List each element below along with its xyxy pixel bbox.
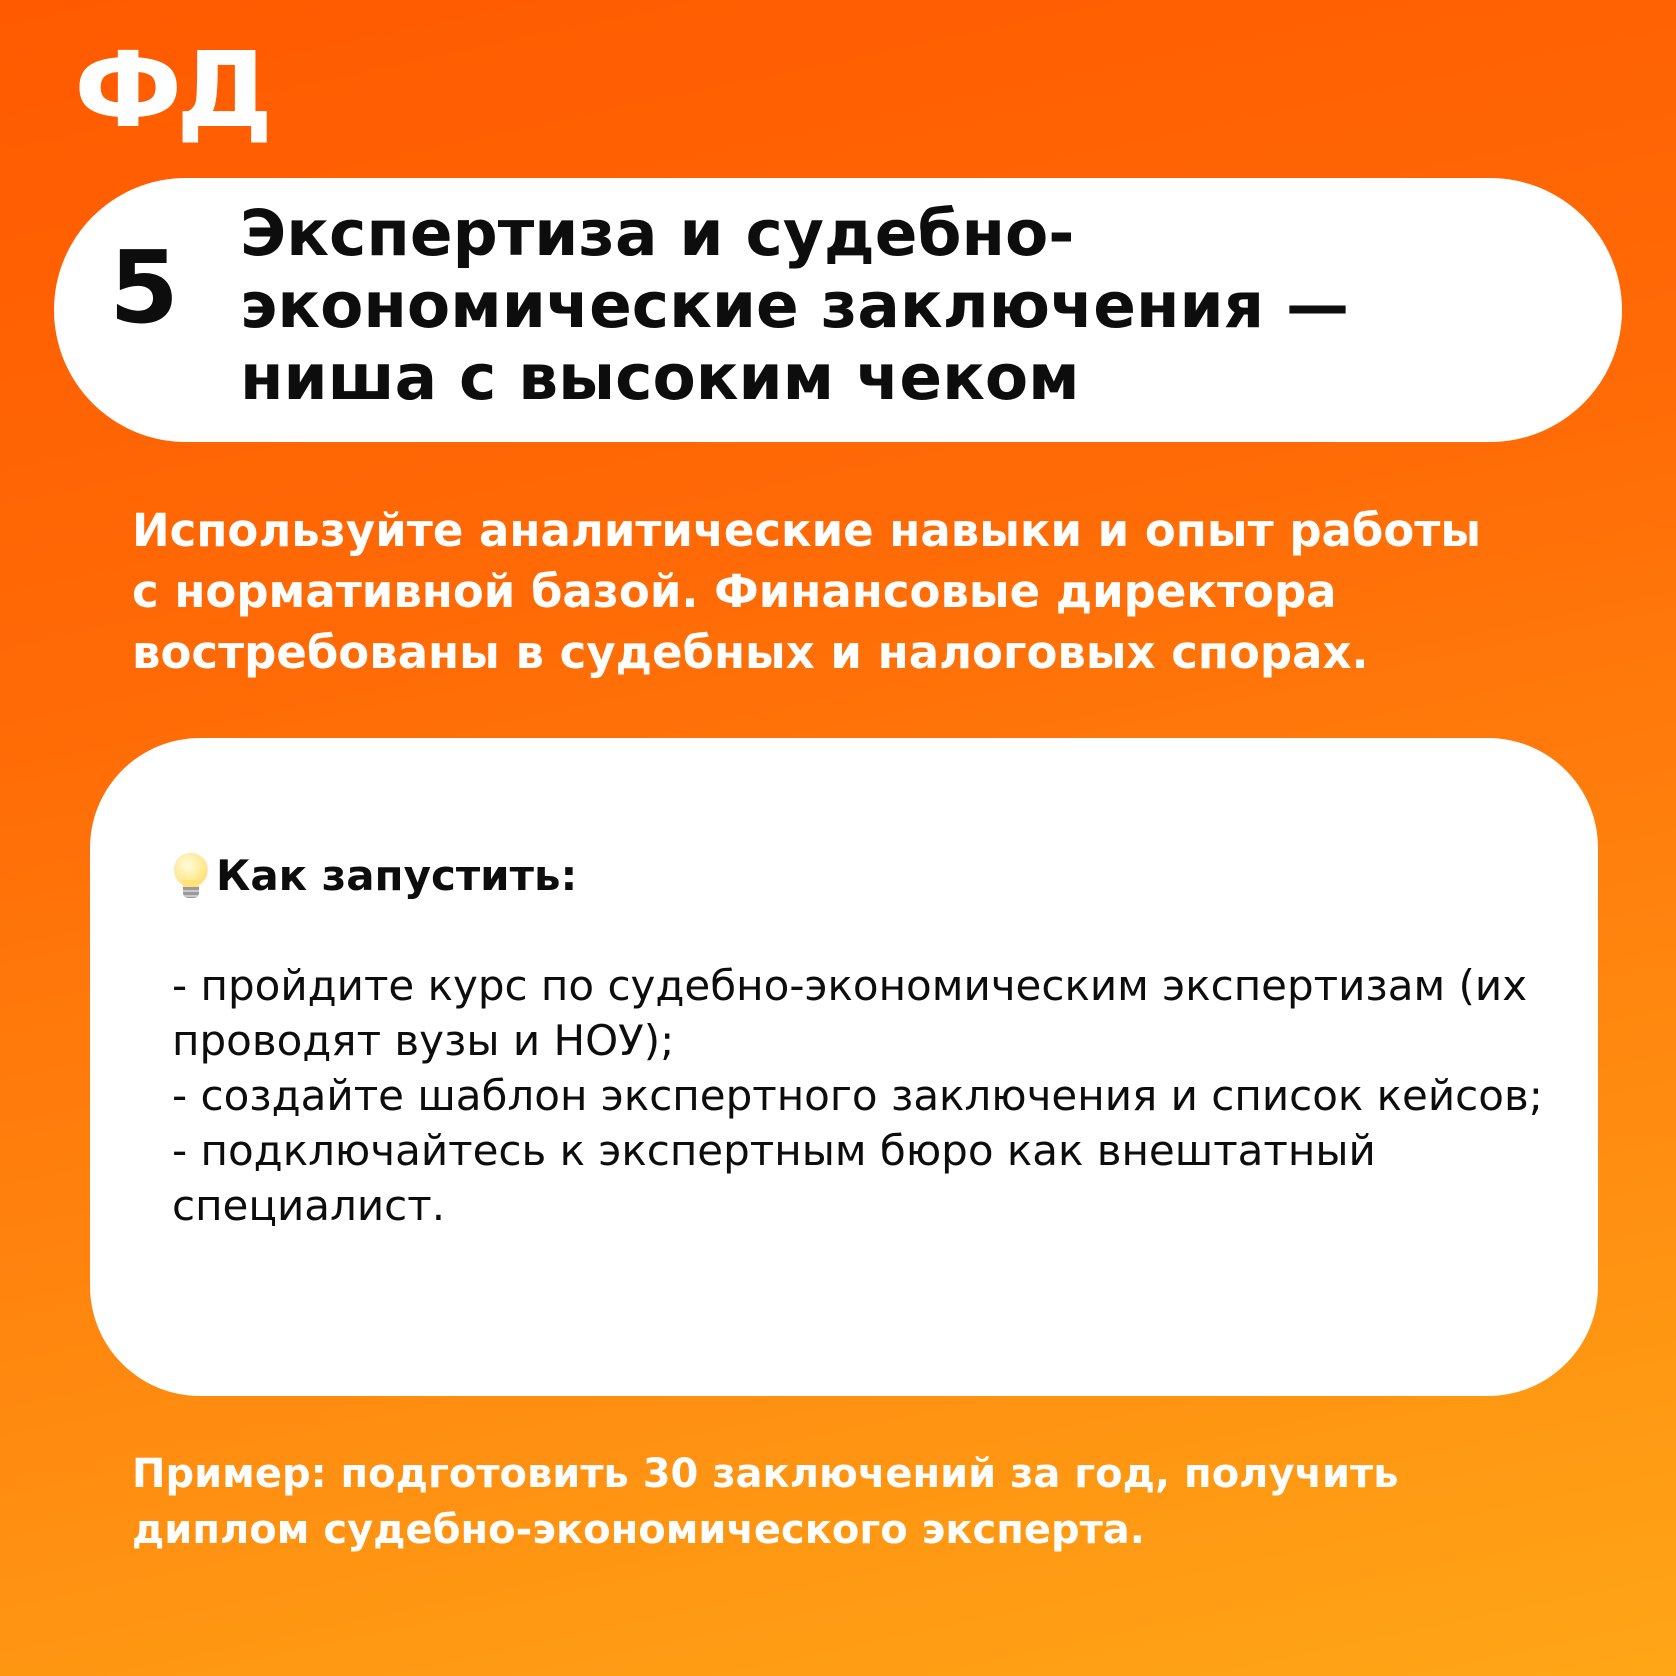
steps-card [90, 738, 1598, 1396]
section-number: 5 [109, 229, 179, 346]
section-title-line: ниша с высоким чеком [240, 341, 1080, 414]
steps-list [172, 958, 1572, 1233]
list-item: - подключайтесь к экспертным бюро как внештатный специалист. [172, 1126, 1376, 1230]
example-line: Пример: подготовить 30 заключений за год, получить [132, 1451, 1399, 1497]
intro-text [132, 500, 1612, 683]
steps-heading [172, 850, 577, 902]
list-item: - пройдите курс по судебно-экономическим экспертизам (их проводят вузы и НОУ); [172, 961, 1528, 1065]
list-item: - создайте шаблон экспертного заключения и список кейсов; [172, 1071, 1543, 1120]
section-title-line: Экспертиза и судебно- [240, 197, 1075, 270]
intro-line: Используйте аналитические навыки и опыт работы [132, 504, 1482, 557]
intro-line: востребованы в судебных и налоговых спорах. [132, 626, 1369, 679]
title-card [54, 178, 1622, 442]
section-title [240, 198, 1570, 414]
example-line: диплом судебно-экономического эксперта. [132, 1507, 1145, 1553]
steps-heading-label: Как запустить: [216, 851, 578, 900]
intro-line: с нормативной базой. Финансовые директора [132, 565, 1337, 618]
brand-logo: ФД [74, 29, 267, 151]
lightbulb-icon [172, 850, 210, 902]
example-text [132, 1446, 1612, 1558]
section-title-line: экономические заключения — [240, 269, 1350, 342]
